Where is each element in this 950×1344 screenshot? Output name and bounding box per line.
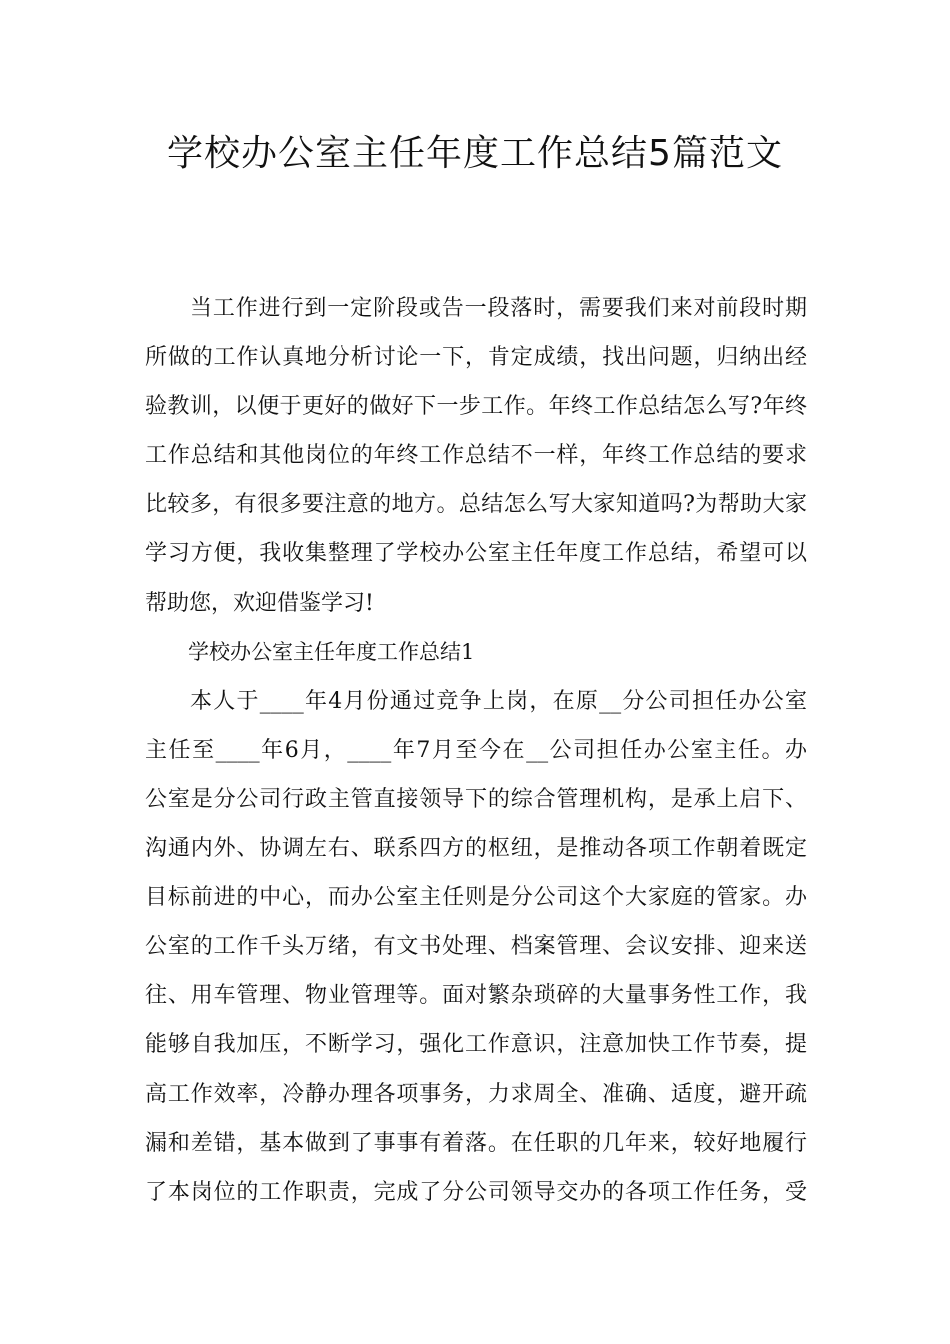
section-paragraph-line: 能够自我加压，不断学习，强化工作意识，注意加快工作节奏，提 [145, 1032, 807, 1058]
section-paragraph-line: 公室是分公司行政主管直接领导下的综合管理机构，是承上启下、 [145, 786, 807, 812]
section-paragraph-line: 目标前进的中心，而办公室主任则是分公司这个大家庭的管家。办 [145, 885, 807, 911]
section-paragraph-line: 漏和差错，基本做到了事事有着落。在任职的几年来，较好地履行 [145, 1130, 807, 1156]
intro-paragraph-line: 验教训，以便于更好的做好下一步工作。年终工作总结怎么写?年终 [145, 394, 807, 420]
section-paragraph-line: 本人于____年4月份通过竞争上岗，在原__分公司担任办公室 [190, 688, 807, 714]
section-paragraph-line: 了本岗位的工作职责，完成了分公司领导交办的各项工作任务，受 [145, 1179, 807, 1205]
intro-paragraph-line: 当工作进行到一定阶段或告一段落时，需要我们来对前段时期 [190, 296, 807, 321]
section-paragraph-line: 公室的工作千头万绪，有文书处理、档案管理、会议安排、迎来送 [145, 934, 807, 960]
section-paragraph-line: 往、用车管理、物业管理等。面对繁杂琐碎的大量事务性工作，我 [145, 983, 807, 1009]
document-title: 学校办公室主任年度工作总结5篇范文 [167, 133, 783, 174]
section-paragraph-line: 主任至____年6月，____年7月至今在__公司担任办公室主任。办 [145, 737, 807, 763]
intro-paragraph-line: 所做的工作认真地分析讨论一下，肯定成绩，找出问题，归纳出经 [145, 345, 807, 371]
document-body [145, 284, 807, 1217]
section-heading: 学校办公室主任年度工作总结1 [188, 639, 475, 664]
intro-paragraph-line: 学习方便，我收集整理了学校办公室主任年度工作总结，希望可以 [145, 541, 807, 567]
section-paragraph-line: 沟通内外、协调左右、联系四方的枢纽，是推动各项工作朝着既定 [145, 836, 807, 862]
section-paragraph-line: 高工作效率，冷静办理各项事务，力求周全、准确、适度，避开疏 [145, 1081, 807, 1107]
intro-paragraph-line: 帮助您，欢迎借鉴学习! [145, 590, 374, 616]
intro-paragraph-line: 工作总结和其他岗位的年终工作总结不一样，年终工作总结的要求 [145, 443, 807, 469]
intro-paragraph-line: 比较多，有很多要注意的地方。总结怎么写大家知道吗?为帮助大家 [145, 492, 807, 518]
